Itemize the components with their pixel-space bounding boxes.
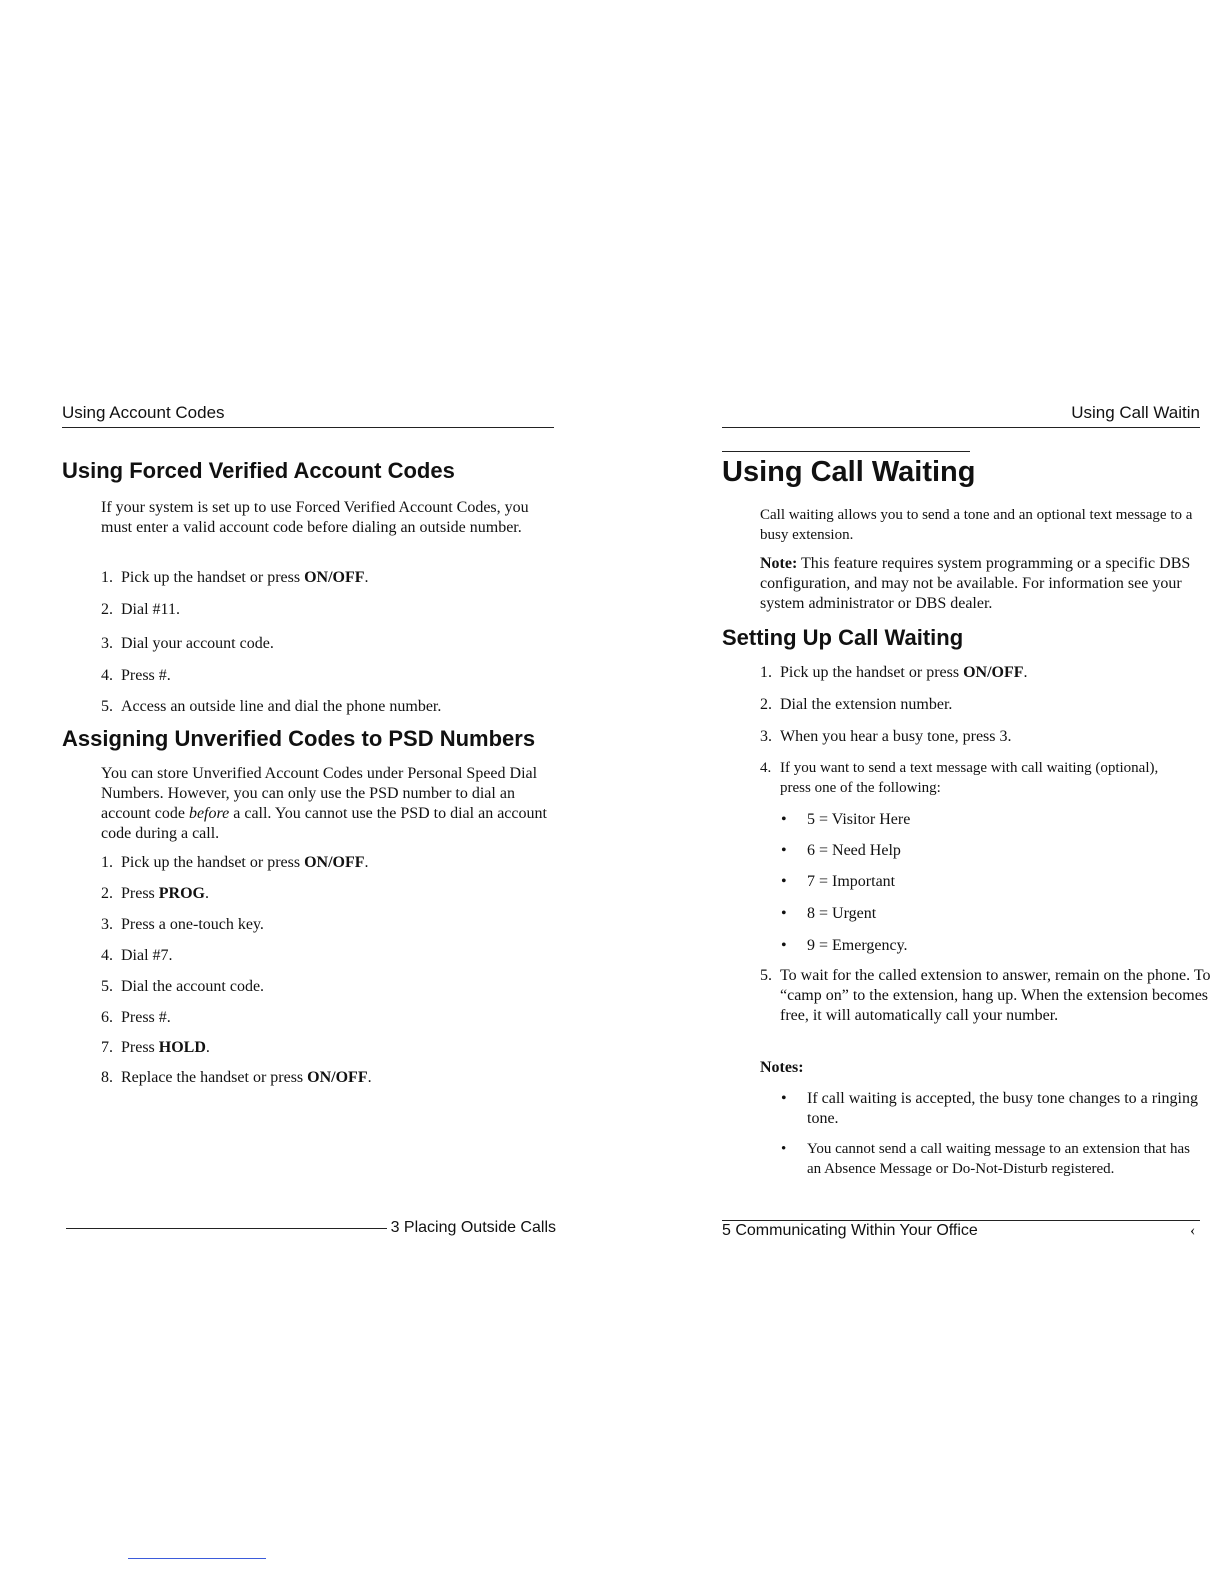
section1-step-4: 4. Press #. xyxy=(101,667,171,684)
left-footer: 3 Placing Outside Calls xyxy=(387,1219,560,1237)
note-item: • If call waiting is accepted, the busy tone changes to a ringing tone. xyxy=(781,1090,1198,1127)
section-title-unverified-psd: Assigning Unverified Codes to PSD Numbers xyxy=(62,726,536,751)
section2-intro: You can store Unverified Account Codes under Personal Speed Dial Numbers. However, you can only use the PSD number to dial an account code before a call. You cannot use the PSD to dial an account code during a call. xyxy=(101,765,547,842)
section1-step-5: 5. Access an outside line and dial the phone number. xyxy=(101,698,442,715)
right-footer: 5 Communicating Within Your Office xyxy=(718,1222,982,1240)
cw-step-3: 3. When you hear a busy tone, press 3. xyxy=(760,728,1012,745)
call-waiting-intro: Call waiting allows you to send a tone and an optional text message to a busy extension. xyxy=(760,507,1193,543)
section2-step-7: 7. Press HOLD. xyxy=(101,1039,210,1056)
right-footer-mark: ‹ xyxy=(1190,1222,1196,1239)
cw-step-5: 5. To wait for the called extension to answer, remain on the phone. To “camp on” to the extension, hang up. When the extension becomes free, it will automatically call your number. xyxy=(760,967,1211,1024)
page-title: Using Call Waiting xyxy=(722,456,976,488)
section2-step-5: 5. Dial the account code. xyxy=(101,978,265,995)
option-item: • 9 = Emergency. xyxy=(781,937,908,954)
left-running-head: Using Account Codes xyxy=(62,403,225,422)
right-footer-rule xyxy=(722,1220,1200,1221)
option-item: • 5 = Visitor Here xyxy=(781,811,911,828)
cw-step-4: 4. If you want to send a text message with call waiting (optional), press one of the following: xyxy=(760,760,1159,796)
option-item: • 8 = Urgent xyxy=(781,905,877,922)
section2-step-2: 2. Press PROG. xyxy=(101,885,209,902)
section1-step-2: 2. Dial #11. xyxy=(101,601,180,618)
call-waiting-note: Note: This feature requires system programming or a specific DBS configuration, and may not be available. For information see your system administrator or DBS dealer. xyxy=(760,555,1191,612)
bottom-edge-line xyxy=(128,1558,266,1559)
left-header-rule xyxy=(62,427,554,428)
section-title-forced-verified: Using Forced Verified Account Codes xyxy=(62,458,455,483)
right-header-rule xyxy=(722,427,1200,428)
section1-intro: If your system is set up to use Forced Verified Account Codes, you must enter a valid account code before dialing an outside number. xyxy=(101,499,529,536)
section2-step-4: 4. Dial #7. xyxy=(101,947,173,964)
right-running-head: Using Call Waitin xyxy=(1071,403,1200,422)
section2-step-1: 1. Pick up the handset or press ON/OFF. xyxy=(101,854,369,871)
section2-step-8: 8. Replace the handset or press ON/OFF. xyxy=(101,1069,372,1086)
section2-step-3: 3. Press a one-touch key. xyxy=(101,916,264,933)
section1-step-1: 1. Pick up the handset or press ON/OFF. xyxy=(101,569,369,586)
option-item: • 7 = Important xyxy=(781,873,896,890)
note-item: • You cannot send a call waiting message to an extension that has an Absence Message or Do-Not-Disturb registered. xyxy=(781,1141,1190,1177)
option-item: • 6 = Need Help xyxy=(781,842,901,859)
right-title-rule xyxy=(722,451,970,452)
right-page xyxy=(612,0,1224,1584)
notes-label: Notes: xyxy=(760,1059,804,1076)
cw-step-1: 1. Pick up the handset or press ON/OFF. xyxy=(760,664,1028,681)
section2-step-6: 6. Press #. xyxy=(101,1009,171,1026)
cw-step-2: 2. Dial the extension number. xyxy=(760,696,953,713)
section1-step-3: 3. Dial your account code. xyxy=(101,635,274,652)
section-title-setting-up: Setting Up Call Waiting xyxy=(722,625,964,650)
